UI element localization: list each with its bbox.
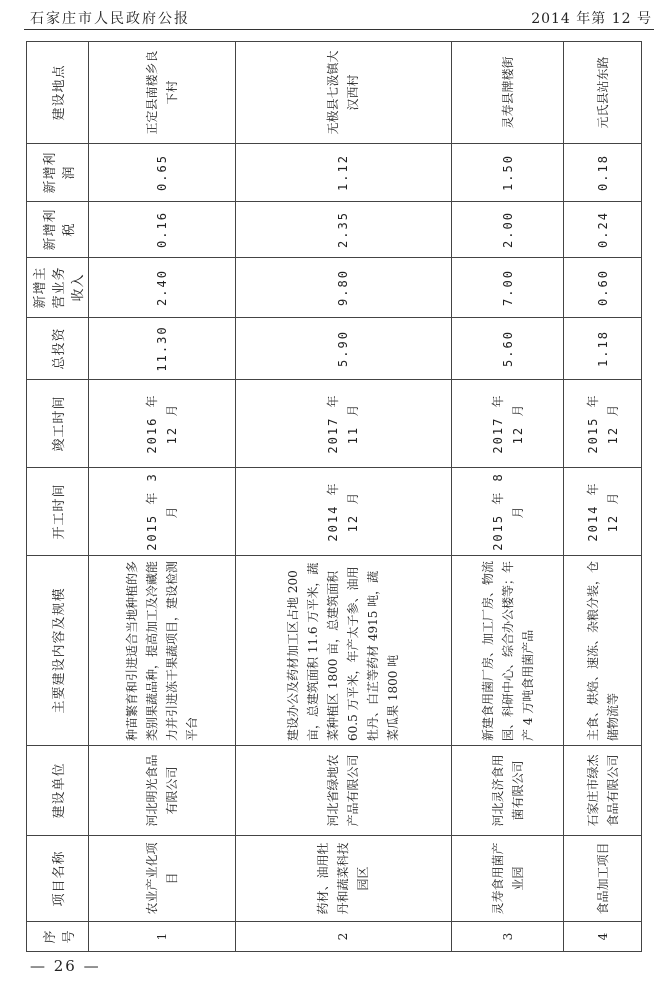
cell-start: 2014 年 12 月 [235, 468, 451, 556]
cell-revenue: 9.80 [235, 258, 451, 318]
cell-end: 2017 年 12 月 [451, 380, 563, 468]
cell-location: 无极县七汲镇大汉西村 [235, 42, 451, 144]
cell-end: 2016 年 12 月 [89, 380, 236, 468]
cell-start: 2015 年 8 月 [451, 468, 563, 556]
cell-profit: 0.18 [564, 144, 642, 202]
col-header-no: 序号 [27, 922, 89, 952]
col-header-tax: 新增利税 [27, 202, 89, 258]
header-rule [24, 29, 654, 30]
cell-no: 3 [451, 922, 563, 952]
cell-profit: 1.50 [451, 144, 563, 202]
cell-unit: 河北明光食品有限公司 [89, 746, 236, 836]
cell-content: 新建食用菌厂房、加工厂房、物流园、科研中心、综合办公楼等；年产 4 万吨食用菌产品 [451, 556, 563, 746]
cell-location: 正定县南楼乡良下村 [89, 42, 236, 144]
cell-no: 1 [89, 922, 236, 952]
cell-content: 主食、烘焙、速冻、杂粮分装，仓储物流等 [564, 556, 642, 746]
cell-investment: 1.18 [564, 318, 642, 380]
cell-location: 元氏县站东路 [564, 42, 642, 144]
cell-name: 灵寿食用菌产业园 [451, 836, 563, 922]
col-header-unit: 建设单位 [27, 746, 89, 836]
page-header [0, 0, 668, 32]
col-header-end: 竣工时间 [27, 380, 89, 468]
cell-profit: 0.65 [89, 144, 236, 202]
table-row [235, 42, 451, 952]
cell-location: 灵寿县牌楼街 [451, 42, 563, 144]
project-table-rotated [26, 42, 642, 952]
table-header-row [27, 42, 89, 952]
cell-start: 2014 年 12 月 [564, 468, 642, 556]
cell-tax: 0.16 [89, 202, 236, 258]
col-header-investment: 总投资 [27, 318, 89, 380]
project-table [26, 41, 642, 952]
cell-revenue: 2.40 [89, 258, 236, 318]
publication-title: 石家庄市人民政府公报 [30, 11, 190, 27]
col-header-revenue: 新增主营业务收入 [27, 258, 89, 318]
cell-name: 药材、油用牡丹和蔬菜科技园区 [235, 836, 451, 922]
cell-tax: 2.00 [451, 202, 563, 258]
cell-name: 食品加工项目 [564, 836, 642, 922]
col-header-profit: 新增利润 [27, 144, 89, 202]
col-header-location: 建设地点 [27, 42, 89, 144]
cell-investment: 5.60 [451, 318, 563, 380]
cell-no: 4 [564, 922, 642, 952]
cell-revenue: 0.60 [564, 258, 642, 318]
col-header-name: 项目名称 [27, 836, 89, 922]
cell-start: 2015 年 3 月 [89, 468, 236, 556]
cell-tax: 0.24 [564, 202, 642, 258]
cell-no: 2 [235, 922, 451, 952]
col-header-start: 开工时间 [27, 468, 89, 556]
cell-revenue: 7.00 [451, 258, 563, 318]
issue-number: 2014 年第 12 号 [531, 11, 652, 27]
table-row [564, 42, 642, 952]
cell-investment: 11.30 [89, 318, 236, 380]
cell-content: 种苗繁育和引进适合当地种植的多类别果蔬品种，提高加工及冷藏能力并引进冻干果蔬项目，建设检测平台 [89, 556, 236, 746]
cell-unit: 河北省绿地农产品有限公司 [235, 746, 451, 836]
cell-unit: 河北灵济食用菌有限公司 [451, 746, 563, 836]
cell-unit: 石家庄市绿杰食品有限公司 [564, 746, 642, 836]
cell-investment: 5.90 [235, 318, 451, 380]
cell-tax: 2.35 [235, 202, 451, 258]
col-header-content: 主要建设内容及规模 [27, 556, 89, 746]
cell-end: 2015 年 12 月 [564, 380, 642, 468]
page-number: — 26 — [30, 957, 101, 975]
cell-profit: 1.12 [235, 144, 451, 202]
cell-name: 农业产业化项目 [89, 836, 236, 922]
table-row [89, 42, 236, 952]
cell-end: 2017 年 11 月 [235, 380, 451, 468]
cell-content: 建设办公及药材加工区占地 200 亩，总建筑面积 11.6 万平米，蔬菜种植区 1800 亩，总建筑面积 60.5 万平米，年产太子参、油用牡丹、白芷等药材 4915 吨，蔬菜瓜果 1800 吨 [235, 556, 451, 746]
table-row [451, 42, 563, 952]
